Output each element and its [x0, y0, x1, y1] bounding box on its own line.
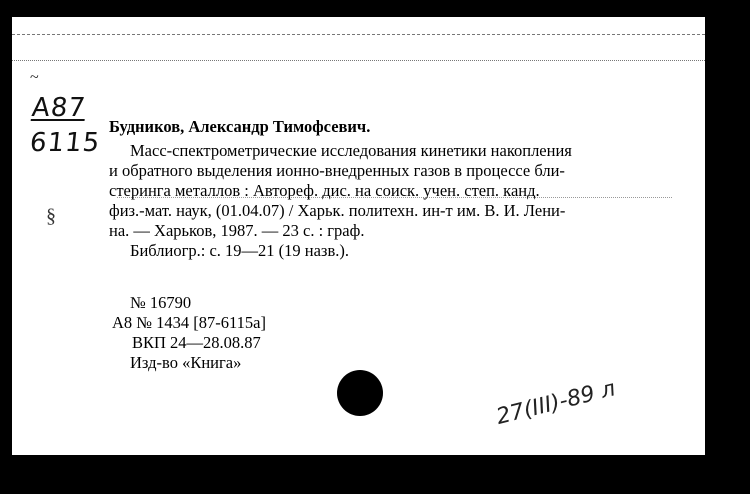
registration-number: № 16790	[130, 293, 192, 312]
left-margin-mark: ~	[30, 69, 39, 86]
shelf-mark-bottom: 6115	[28, 128, 102, 158]
catalog-card	[12, 17, 705, 455]
punch-hole	[337, 370, 383, 416]
author-heading: Будников, Александр Тимофсевич.	[109, 117, 371, 136]
vkp-line: ВКП 24—28.08.87	[132, 333, 261, 352]
description-line-5: на. — Харьков, 1987. — 23 с. : граф.	[109, 221, 365, 240]
top-dashed-rule	[12, 34, 705, 35]
a8-number: А8 № 1434 [87-6115а]	[112, 313, 266, 332]
margin-squiggle: §	[46, 205, 56, 227]
description-line-4: физ.-мат. наук, (01.04.07) / Харьк. политехн. ин-т им. В. И. Лени-	[109, 201, 566, 220]
handwritten-date: 27(III)-89 л	[493, 376, 619, 430]
second-dotted-rule	[12, 60, 705, 61]
publisher-line: Изд-во «Книга»	[130, 353, 242, 372]
bibliography-note: Библиогр.: с. 19—21 (19 назв.).	[130, 241, 349, 260]
description-line-3: стеринга металлов : Автореф. дис. на соиск. учен. степ. канд.	[109, 181, 540, 200]
shelf-mark-top: A87	[30, 93, 88, 123]
description-line-1: Масс-спектрометрические исследования кинетики накопления	[130, 141, 572, 160]
description-line-2: и обратного выделения ионно-внедренных газов в процессе бли-	[109, 161, 565, 180]
